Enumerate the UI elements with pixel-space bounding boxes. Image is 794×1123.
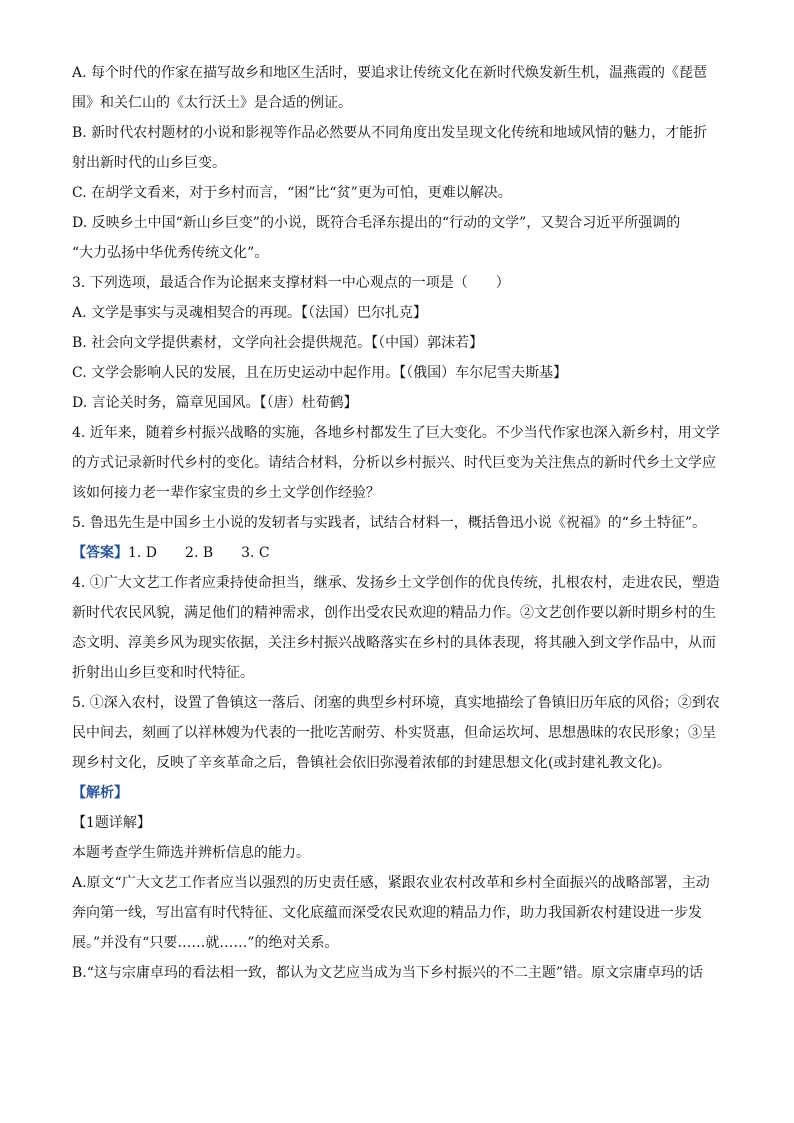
q2-option-d-line1: D. 反映乡土中国“新山乡巨变”的小说，既符合毛泽东提出的“行动的文学”，又契合习近平所强调的 (72, 215, 681, 231)
answer-tag: 【答案】 (72, 545, 128, 561)
q2-option-b-line1: B. 新时代农村题材的小说和影视等作品必然要从不同角度出发呈现文化传统和地域风情的魅力，才能折 (72, 125, 708, 141)
ans4-line3: 态文明、淳美乡风为现实依据，关注乡村振兴战略落实在乡村的具体表现，将其融入到文学作品中，从而 (72, 635, 716, 651)
analysis-tag: 【解析】 (72, 785, 128, 801)
ans5-line3: 现乡村文化，反映了辛亥革命之后，鲁镇社会依旧弥漫着浓郁的封建思想文化(或封建礼教文化)。 (72, 755, 671, 771)
ans5-line2: 民中间去，刻画了以祥林嫂为代表的一批吃苦耐劳、朴实贤惠，但命运坎坷、思想愚昧的农民形象；③呈 (72, 725, 716, 741)
analysis-intro: 本题考查学生筛选并辨析信息的能力。 (72, 845, 310, 861)
ans5-line1: 5. ①深入农村，设置了鲁镇这一落后、闭塞的典型乡村环境，真实地描绘了鲁镇旧历年底的风俗；②到农 (72, 695, 720, 711)
analysis-a-line1: A.原文“广大文艺工作者应当以强烈的历史责任感，紧跟农业农村改革和乡村全面振兴的战略部署，主动 (72, 875, 710, 891)
analysis-a-line2: 奔向第一线，写出富有时代特征、文化底蕴而深受农民欢迎的精品力作，助力我国新农村建设进一步发 (72, 905, 702, 921)
q3-option-d: D. 言论关时务，篇章见国风。【（唐）杜荀鹤】 (72, 395, 358, 411)
analysis-q1-heading: 【1题详解】 (72, 815, 151, 831)
ans4-line2: 新时代农民风貌，满足他们的精神需求，创作出受农民欢迎的精品力作。②文艺创作要以新时期乡村的生 (72, 605, 716, 621)
q4-line1: 4. 近年来，随着乡村振兴战略的实施，各地乡村都发生了巨大变化。不少当代作家也深入新乡村，用文学 (72, 425, 720, 441)
q2-option-a-line1: A. 每个时代的作家在描写故乡和地区生活时，要追求让传统文化在新时代焕发新生机，温燕霞的《琵琶 (72, 65, 708, 81)
analysis-b-line1: B.“这与宗庸卓玛的看法相一致，都认为文艺应当成为当下乡村振兴的不二主题”错。原文宗庸卓玛的话 (72, 965, 704, 981)
q4-line2: 的方式记录新时代乡村的变化。请结合材料，分析以乡村振兴、时代巨变为关注焦点的新时代乡土文学应 (72, 455, 716, 471)
q2-option-d-line2: “大力弘扬中华优秀传统文化”。 (72, 245, 269, 261)
q2-option-c: C. 在胡学文看来，对于乡村而言，“困”比“贫”更为可怕，更难以解决。 (72, 185, 512, 201)
q3-option-b: B. 社会向文学提供素材，文学向社会提供规范。【（中国）郭沫若】 (72, 335, 484, 351)
answer-line (72, 538, 722, 568)
q3-option-c: C. 文学会影响人民的发展，且在历史运动中起作用。【（俄国）车尔尼雪夫斯基】 (72, 365, 568, 381)
analysis-a-line3: 展。”并没有“只要……就……”的绝对关系。 (72, 935, 339, 951)
ans4-line1: 4. ①广大文艺工作者应秉持使命担当，继承、发扬乡土文学创作的优良传统，扎根农村，走进农民，塑造 (72, 575, 720, 591)
ans4-line4: 折射出山乡巨变和时代特征。 (72, 665, 254, 681)
q5-line1: 5. 鲁迅先生是中国乡土小说的发轫者与实践者，试结合材料一，概括鲁迅小说《祝福》的“乡土特征”。 (72, 515, 707, 531)
q2-option-a-line2: 围》和关仁山的《太行沃土》是合适的例证。 (72, 95, 352, 111)
document-page (72, 58, 722, 988)
q3-option-a: A. 文学是事实与灵魂相契合的再现。【（法国）巴尔扎克】 (72, 305, 428, 321)
answer-text: 1. D 2. B 3. C (128, 545, 270, 561)
q4-line3: 该如何接力老一辈作家宝贵的乡土文学创作经验？ (72, 485, 380, 501)
q2-option-b-line2: 射出新时代的山乡巨变。 (72, 155, 226, 171)
q3-stem: 3. 下列选项，最适合作为论据来支撑材料一中心观点的一项是（ ） (72, 275, 510, 291)
